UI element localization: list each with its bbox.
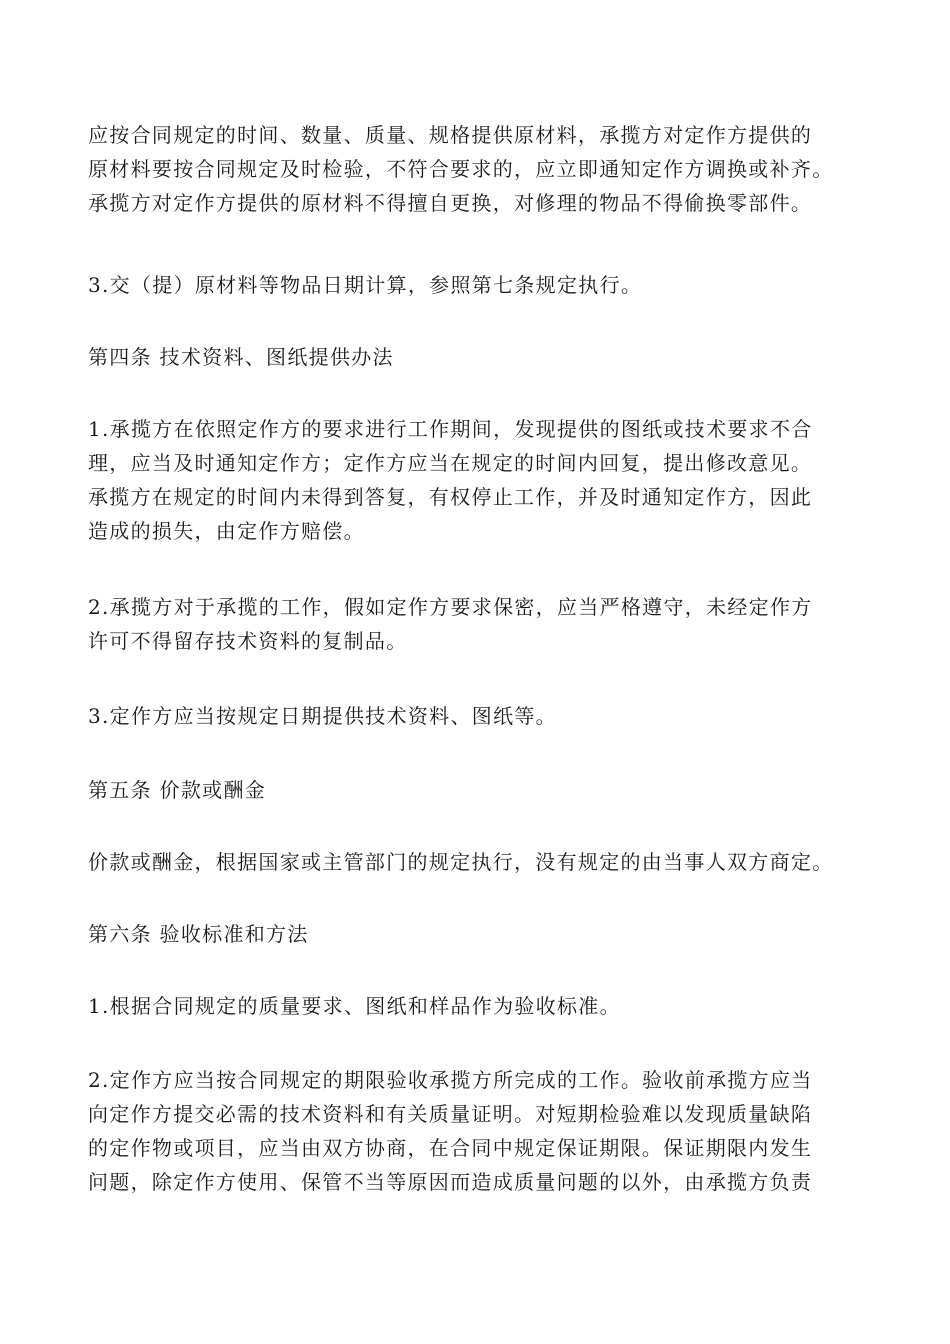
text-line: 问题，除定作方使用、保管不当等原因而造成质量问题的以外，由承揽方负责 [88, 1170, 813, 1194]
paragraph-article-4-item-2 [88, 590, 813, 658]
paragraph-article-5-body [88, 845, 834, 879]
text-line: 原材料要按合同规定及时检验，不符合要求的，应立即通知定作方调换或补齐。 [88, 157, 834, 181]
text-line: 承揽方在规定的时间内未得到答复，有权停止工作，并及时通知定作方，因此 [88, 485, 813, 509]
text-line: 2.定作方应当按合同规定的期限验收承揽方所完成的工作。验收前承揽方应当 [88, 1068, 813, 1092]
paragraph-article-6-item-2 [88, 1063, 813, 1199]
heading-article-4 [88, 340, 394, 374]
text-line: 造成的损失，由定作方赔偿。 [88, 519, 365, 543]
text-line: 价款或酬金，根据国家或主管部门的规定执行，没有规定的由当事人双方商定。 [88, 850, 834, 874]
section-heading: 第五条 价款或酬金 [88, 778, 267, 802]
heading-article-6 [88, 917, 309, 951]
section-heading: 第四条 技术资料、图纸提供办法 [88, 345, 394, 369]
text-line: 1.承揽方在依照定作方的要求进行工作期间，发现提供的图纸或技术要求不合 [88, 417, 813, 441]
paragraph-article-6-item-1 [88, 989, 621, 1023]
text-line: 3.定作方应当按规定日期提供技术资料、图纸等。 [88, 704, 557, 728]
paragraph-delivery-date [88, 268, 642, 302]
text-line: 应按合同规定的时间、数量、质量、规格提供原材料，承揽方对定作方提供的 [88, 123, 813, 147]
paragraph-article-4-item-1 [88, 412, 813, 548]
text-line: 许可不得留存技术资料的复制品。 [88, 629, 408, 653]
text-line: 3.交（提）原材料等物品日期计算，参照第七条规定执行。 [88, 273, 643, 297]
paragraph-materials [88, 118, 834, 220]
text-line: 承揽方对定作方提供的原材料不得擅自更换，对修理的物品不得偷换零部件。 [88, 191, 813, 215]
text-line: 向定作方提交必需的技术资料和有关质量证明。对短期检验难以发现质量缺陷 [88, 1102, 813, 1126]
section-heading: 第六条 验收标准和方法 [88, 922, 309, 946]
text-line: 1.根据合同规定的质量要求、图纸和样品作为验收标准。 [88, 994, 621, 1018]
text-line: 2.承揽方对于承揽的工作，假如定作方要求保密，应当严格遵守，未经定作方 [88, 595, 813, 619]
text-line: 的定作物或项目，应当由双方协商，在合同中规定保证期限。保证期限内发生 [88, 1136, 813, 1160]
heading-article-5 [88, 773, 266, 807]
text-line: 理，应当及时通知定作方；定作方应当在规定的时间内回复，提出修改意见。 [88, 451, 813, 475]
paragraph-article-4-item-3 [88, 699, 557, 733]
